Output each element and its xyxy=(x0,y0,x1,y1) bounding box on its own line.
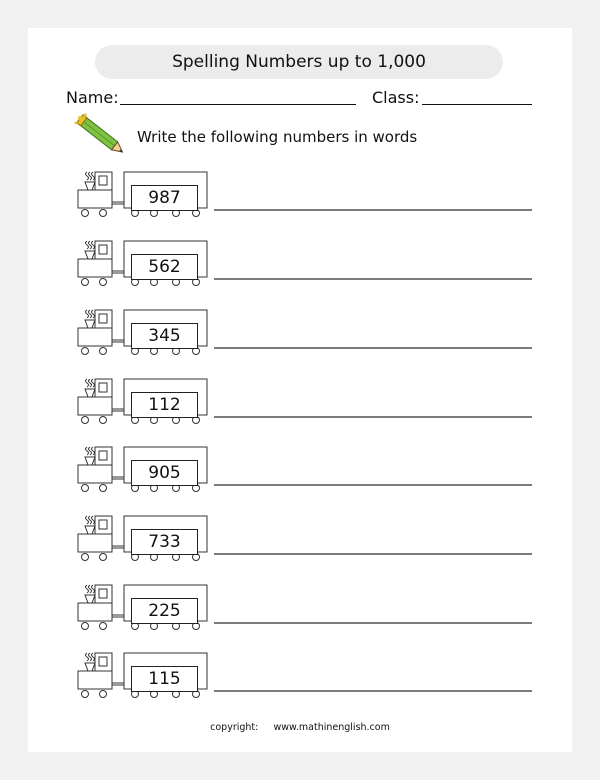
number-box xyxy=(131,529,198,555)
exercise-row xyxy=(28,588,572,638)
class-label: Class: xyxy=(372,88,420,107)
exercise-row xyxy=(28,519,572,569)
number-box xyxy=(131,254,198,280)
copyright-label: copyright: xyxy=(210,722,259,733)
name-label: Name: xyxy=(66,88,119,107)
number-box xyxy=(131,392,198,418)
number-value: 112 xyxy=(148,395,181,415)
answer-line[interactable] xyxy=(214,278,532,280)
website-link[interactable]: www.mathinenglish.com xyxy=(273,722,390,733)
footer xyxy=(28,722,572,733)
exercise-row xyxy=(28,656,572,706)
exercise-row xyxy=(28,244,572,294)
number-value: 225 xyxy=(148,601,181,621)
answer-line[interactable] xyxy=(214,209,532,211)
exercise-row xyxy=(28,175,572,225)
answer-line[interactable] xyxy=(214,416,532,418)
instruction-text: Write the following numbers in words xyxy=(137,128,418,146)
number-box xyxy=(131,666,198,692)
number-box xyxy=(131,598,198,624)
number-value: 733 xyxy=(148,532,181,552)
number-box xyxy=(131,460,198,486)
page-title-text: Spelling Numbers up to 1,000 xyxy=(172,52,426,72)
exercise-list xyxy=(28,28,572,752)
number-box xyxy=(131,185,198,211)
worksheet-page xyxy=(28,28,572,752)
exercise-row xyxy=(28,382,572,432)
exercise-row xyxy=(28,313,572,363)
exercise-row xyxy=(28,450,572,500)
answer-line[interactable] xyxy=(214,553,532,555)
number-value: 987 xyxy=(148,188,181,208)
answer-line[interactable] xyxy=(214,347,532,349)
answer-line[interactable] xyxy=(214,690,532,692)
number-value: 562 xyxy=(148,257,181,277)
number-box xyxy=(131,323,198,349)
number-value: 905 xyxy=(148,463,181,483)
answer-line[interactable] xyxy=(214,622,532,624)
answer-line[interactable] xyxy=(214,484,532,486)
number-value: 345 xyxy=(148,326,181,346)
number-value: 115 xyxy=(148,669,181,689)
